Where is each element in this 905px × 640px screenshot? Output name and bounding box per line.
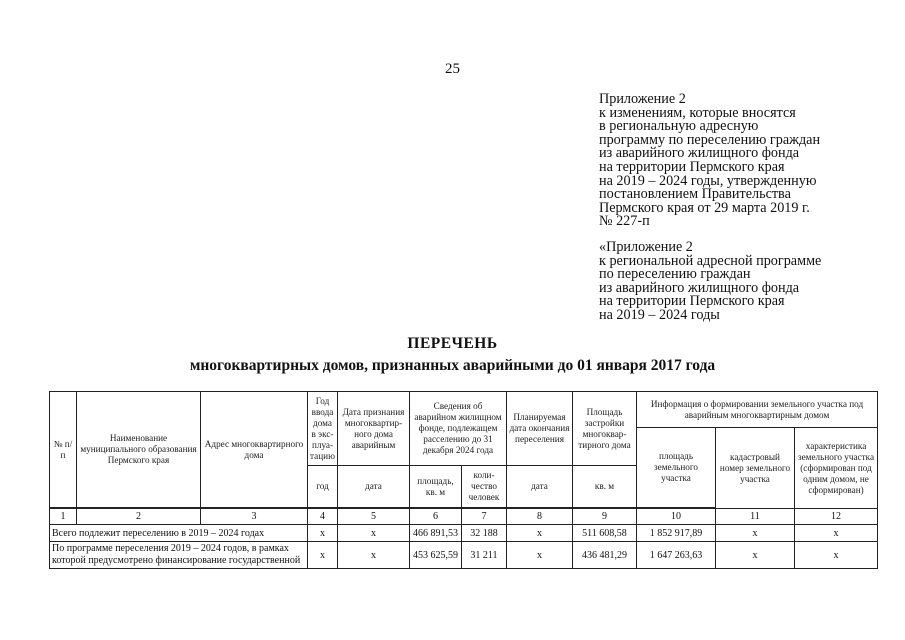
appendix-line: на территории Пермского края [599,293,785,310]
header-development-area: Площадь застройки многоквар-тирного дома [573,392,637,466]
unit-sqm: кв. м [573,466,637,508]
header-planned-date: Планируемая дата окончания переселения [507,392,573,466]
column-number: 5 [338,509,410,525]
cell-land-char: х [795,525,878,542]
appendix-line: к изменениям, которые вносятся [599,104,796,121]
cell-area: 466 891,53 [410,525,462,542]
cell-recognition-date: х [338,525,410,542]
column-number: 10 [637,509,716,525]
header-land-char: характеристика земельного участка (сформирован под одним домом, не сформирован) [795,428,878,509]
appendix-line: «Приложение 2 [599,239,693,255]
appendix-line: Приложение 2 [599,91,686,107]
cell-land-char: х [795,542,878,569]
page-number: 25 [445,61,460,77]
row-label: По программе переселения 2019 – 2024 годов, в рамках которой предусмотрено финансирование государственной [50,542,308,569]
appendix-block [599,93,899,229]
unit-date: дата [338,466,410,508]
unit-date-planned: дата [507,466,573,508]
column-number: 9 [573,509,637,525]
row-label: Всего подлежит переселению в 2019 – 2024 годах [50,525,308,542]
appendix-line: на территории Пермского края [599,158,785,175]
appendix-line: постановлением Правительства [599,186,791,203]
header-housing-info: Сведения об аварийном жилищном фонде, подлежащем расселению до 31 декабря 2024 года [410,392,507,466]
appendix-line: на 2019 – 2024 годы [599,306,720,323]
cell-people: 31 211 [462,542,507,569]
column-number: 12 [795,509,878,525]
header-people-count: коли-чество человек [462,466,507,508]
cell-year: х [308,525,338,542]
cell-planned-date: х [507,542,573,569]
header-area-sqm: площадь, кв. м [410,466,462,508]
header-cadastral: кадастровый номер земельного участка [716,428,795,509]
cell-recognition-date: х [338,542,410,569]
cell-planned-date: х [507,525,573,542]
appendix-line: к региональной адресной программе [599,252,822,269]
header-land-area: площадь земельного участка [637,428,716,508]
appendix-line: по переселению граждан [599,266,751,283]
cell-land-area: 1 852 917,89 [637,525,716,542]
appendix-line: из аварийного жилищного фонда [599,279,800,296]
column-number: 1 [50,509,77,525]
column-number: 6 [410,509,462,525]
cell-area: 453 625,59 [410,542,462,569]
table-row [50,542,878,569]
appendix-line: № 227-п [599,213,650,230]
column-number-row [50,509,878,525]
appendix-line: на 2019 – 2024 годы, утвержденную [599,172,817,189]
appendix-line: в региональную адресную [599,118,759,135]
column-number: 4 [308,509,338,525]
cell-year: х [308,542,338,569]
column-number: 3 [201,509,308,525]
register-table [49,391,878,569]
header-year-built: Год ввода дома в экс-плуа-тацию [308,392,338,466]
header-recognition-date: Дата признания многоквартир-ного дома аварийным [338,392,410,466]
header-land-info: Информация о формировании земельного участка под аварийным многоквартирным домом [637,392,878,428]
table-row [50,525,878,542]
cell-development-area: 511 608,58 [573,525,637,542]
cell-people: 32 188 [462,525,507,542]
unit-year: год [308,466,338,508]
header-municipality: Наименование муниципального образования Пермского края [77,392,201,508]
column-number: 8 [507,509,573,525]
cell-development-area: 436 481,29 [573,542,637,569]
cell-cadastral: х [716,525,795,542]
column-number: 7 [462,509,507,525]
appendix-line: Пермского края от 29 марта 2019 г. [599,199,810,216]
appendix-block-2 [599,241,899,323]
column-number: 2 [77,509,201,525]
cell-land-area: 1 647 263,63 [637,542,716,569]
column-number: 11 [716,509,795,525]
appendix-line: из аварийного жилищного фонда [599,145,800,162]
cell-cadastral: х [716,542,795,569]
document-subtitle: многоквартирных домов, признанных аварийными до 01 января 2017 года [189,357,716,374]
appendix-line: программу по переселению граждан [599,131,821,148]
document-title: ПЕРЕЧЕНЬ [407,335,498,352]
header-address: Адрес многоквартирного дома [201,392,308,508]
header-num: № п/п [50,392,77,508]
